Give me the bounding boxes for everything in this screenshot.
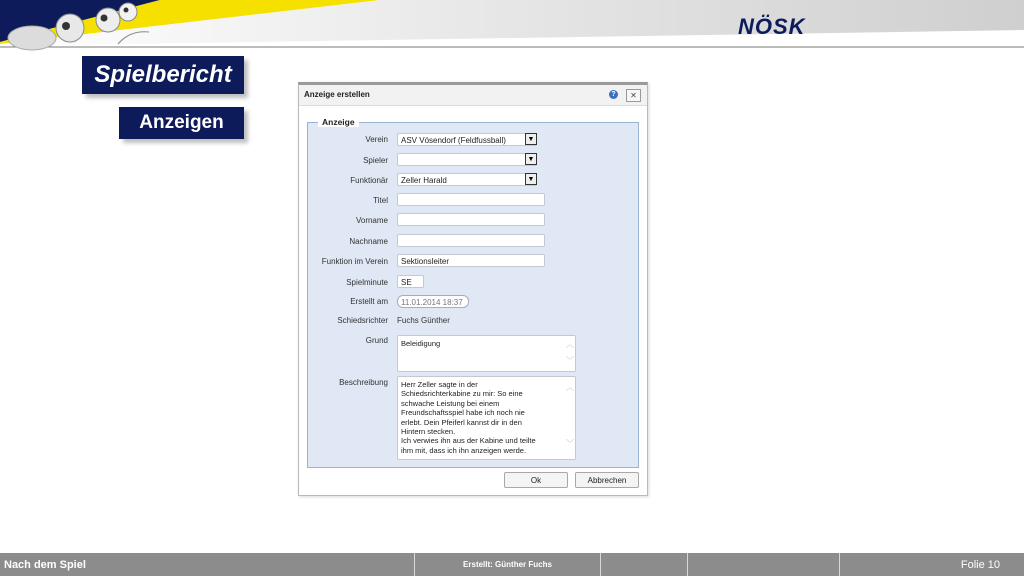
spielminute-input[interactable]: SE	[397, 275, 424, 288]
titel-input[interactable]	[397, 193, 545, 206]
footer-author: Erstellt: Günther Fuchs	[415, 553, 601, 576]
vorname-input[interactable]	[397, 213, 545, 226]
footer-empty-cell	[688, 553, 840, 576]
soccer-balls-icon	[0, 0, 149, 52]
nosk-logo: NÖSK	[738, 14, 806, 39]
dialog-title: Anzeige erstellen	[304, 90, 370, 99]
vorname-label: Vorname	[355, 216, 388, 225]
scroll-down-icon[interactable]: ﹀	[566, 356, 574, 365]
ok-button[interactable]: Ok	[504, 472, 568, 488]
erstellt-input: 11.01.2014 18:37	[397, 295, 469, 308]
spieler-label: Spieler	[363, 156, 388, 165]
chevron-down-icon[interactable]: ▼	[525, 173, 537, 185]
anzeige-dialog	[298, 82, 648, 496]
funktionaer-label: Funktionär	[350, 176, 388, 185]
chevron-down-icon[interactable]: ▼	[525, 153, 537, 165]
verein-label: Verein	[365, 135, 388, 144]
spielminute-label: Spielminute	[346, 278, 388, 287]
spieler-select[interactable]	[397, 153, 537, 166]
grund-label: Grund	[365, 336, 388, 345]
titel-label: Titel	[373, 196, 388, 205]
nachname-input[interactable]	[397, 234, 545, 247]
verein-select[interactable]: ASV Vösendorf (Feldfussball)	[397, 133, 537, 146]
scroll-up-icon[interactable]: ︿	[566, 383, 574, 392]
nachname-label: Nachname	[349, 237, 388, 246]
scroll-down-icon[interactable]: ﹀	[566, 439, 574, 448]
header-swoosh	[0, 0, 1024, 52]
scroll-up-icon[interactable]: ︿	[566, 340, 574, 349]
slide-title: Spielbericht	[82, 56, 244, 94]
help-icon[interactable]: ?	[609, 90, 618, 99]
close-icon[interactable]: ✕	[626, 89, 641, 102]
grund-textarea[interactable]: Beleidigung	[397, 335, 576, 372]
slide-subtitle: Anzeigen	[119, 107, 244, 139]
funktionaer-select[interactable]: Zeller Harald	[397, 173, 537, 186]
cancel-button[interactable]: Abbrechen	[575, 472, 639, 488]
dialog-header	[299, 85, 647, 106]
footer-slide-number: Folie 10	[960, 559, 1000, 571]
schiedsrichter-value: Fuchs Günther	[397, 316, 450, 325]
beschreibung-label: Beschreibung	[339, 378, 388, 387]
funktion-label: Funktion im Verein	[321, 257, 388, 266]
schiedsrichter-label: Schiedsrichter	[337, 316, 388, 325]
footer-section-title: Nach dem Spiel	[0, 553, 415, 576]
erstellt-label: Erstellt am	[350, 297, 388, 306]
chevron-down-icon[interactable]: ▼	[525, 133, 537, 145]
fieldset-legend: Anzeige	[318, 117, 359, 127]
footer-bar	[0, 553, 1024, 576]
footer-empty-cell	[601, 553, 688, 576]
header-banner	[0, 0, 1024, 52]
beschreibung-textarea[interactable]: Herr Zeller sagte in der Schiedsrichterkabine zu mir: So eine schwache Leistung bei einem Freundschaftsspiel habe ich noch nie erlebt. Dein Pfeiferl kannst dir in den Hintern stecken. Ich verwies ihn aus der Kabine und teilte ihm mit, dass ich ihn anzeigen werde.	[397, 376, 576, 460]
funktion-input[interactable]: Sektionsleiter	[397, 254, 545, 267]
